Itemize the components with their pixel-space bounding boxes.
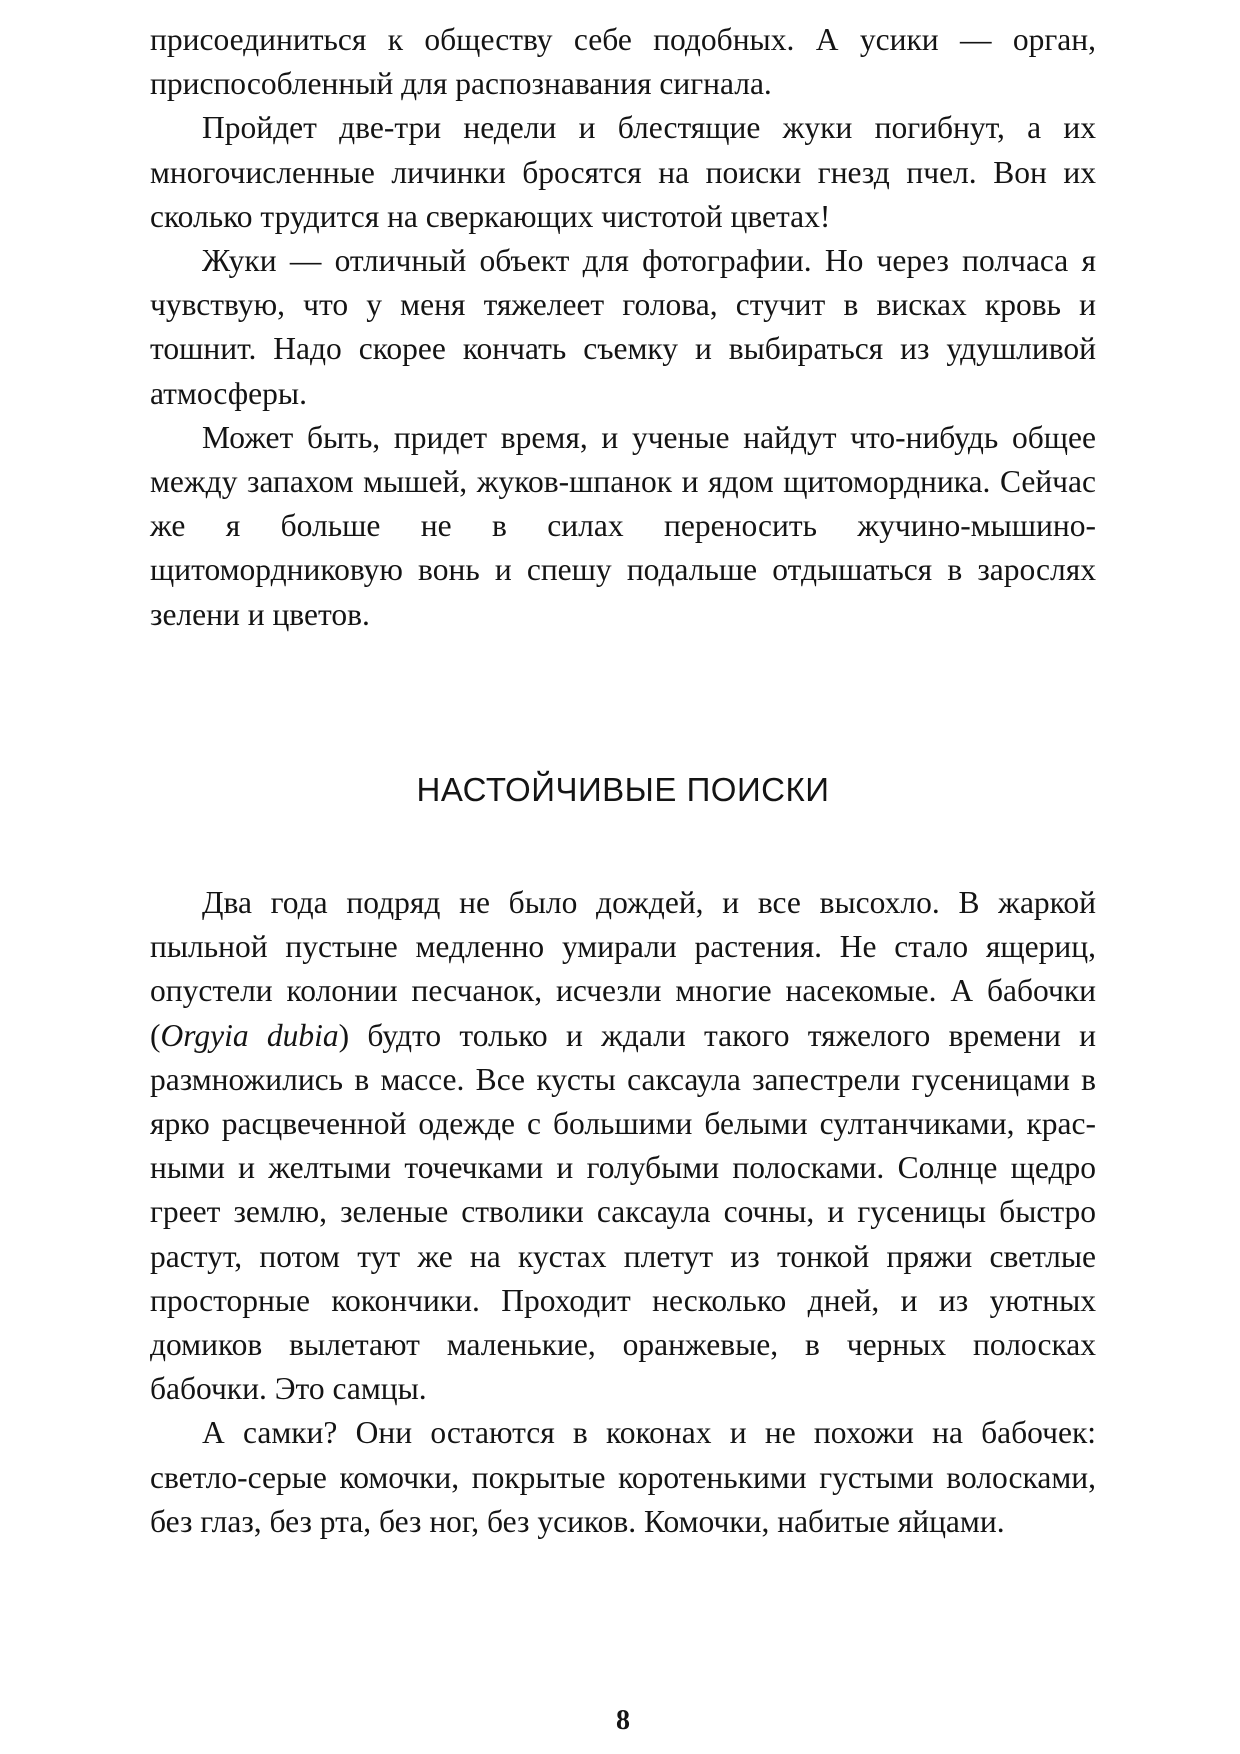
paragraph: А самки? Они остаются в коконах и не похожи на бабочек: светло-серые комочки, покрытые коротенькими густыми волосками, без глаз, без рта, без ног, без усиков. Комочки, набитые яйцами.	[150, 1415, 1096, 1539]
paragraph-text: Два года подряд не было дождей, и все высохло. В жаркой пыльной пустыне медленно умирали растения. Не стало ящериц, опустели колонии песчанок, исчезли многие насекомые. А бабочки (	[150, 885, 1096, 1053]
paragraph: Может быть, придет время, и ученые найдут что-нибудь общее между запахом мышей, жуков-шпанок и ядом щитомордника. Сейчас же я больше не в силах переносить жучино-мышино-щитомордниковую вонь и спешу подальше отдышаться в зарослях зелени и цветов.	[150, 419, 1096, 632]
bottom-text-section	[150, 881, 1096, 1544]
page-number: 8	[616, 1705, 630, 1736]
top-text-section	[150, 18, 1096, 637]
paragraph: Жуки — отличный объект для фотографии. Но через полчаса я чувствую, что у меня тяжелеет голова, стучит в висках кровь и тошнит. Надо скорее кончать съемку и выбираться из удушливой атмосферы.	[150, 243, 1096, 411]
paragraph: присоединиться к обществу себе подобных. А усики — орган, приспособленный для распознавания сигнала.	[150, 22, 1096, 102]
paragraph: Пройдет две-три недели и блестящие жуки погибнут, а их многочисленные личинки бросятся на поиски гнезд пчел. Вон их сколько трудится на сверкающих чистотой цветах!	[150, 110, 1096, 234]
latin-species-name: Orgyia dubia	[160, 1017, 339, 1053]
chapter-heading: НАСТОЙЧИВЫЕ ПОИСКИ	[416, 771, 830, 808]
paragraph-text: ) будто только и ждали такого тяжелого времени и размножились в массе. Все кусты саксаула запестрели гусеницами в ярко расцвеченной одежде с большими белыми султанчиками, красными и желтыми точечками и голубыми полосками. Солнце щедро греет землю, зеленые стволики саксаула сочны, и гусеницы быстро растут, потом тут же на кустах плетут из тонкой пряжи светлые просторные кокончики. Проходит несколько дней, и из уютных домиков вылетают маленькие, оранжевые, в черных полосках бабочки. Это самцы.	[150, 1017, 1096, 1407]
paragraph	[150, 881, 1096, 1411]
